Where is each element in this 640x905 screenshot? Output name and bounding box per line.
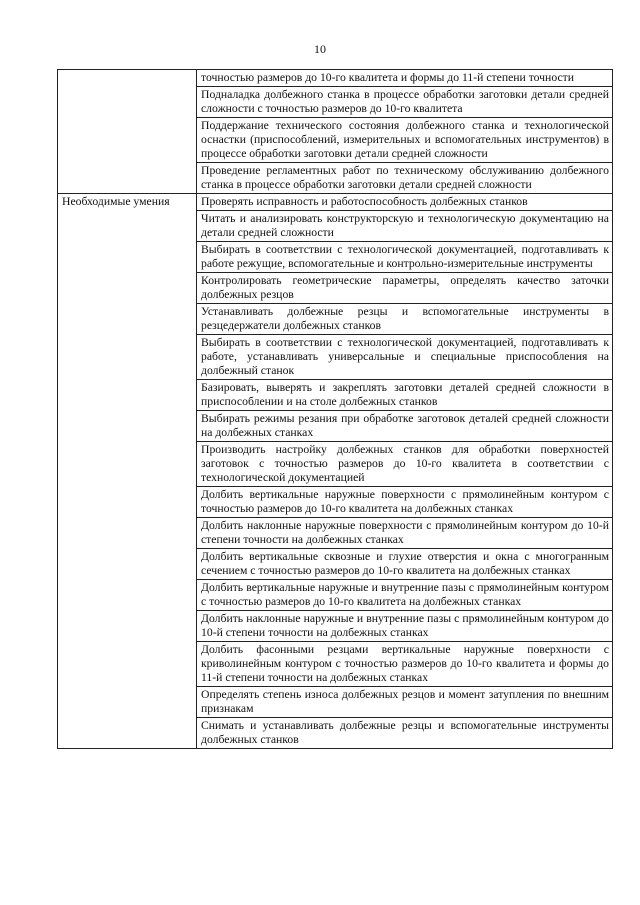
requirement-text: Долбить вертикальные наружные поверхности с прямолинейным контуром с точностью размеров до 10-го квалитета на долбежных станках	[197, 487, 613, 518]
table-row	[58, 70, 613, 87]
requirement-text: Долбить фасонными резцами вертикальные наружные поверхности с криволинейным контуром с точностью размеров до 10-го квалитета и формы до 11-й степени точности на долбежных станках	[197, 642, 613, 687]
requirement-text: точностью размеров до 10-го квалитета и формы до 11-й степени точности	[197, 70, 613, 87]
requirement-text: Производить настройку долбежных станков для обработки поверхностей заготовок с точностью размеров до 10-го квалитета в соответствии с технологической документацией	[197, 442, 613, 487]
requirement-text: Долбить вертикальные наружные и внутренние пазы с прямолинейным контуром с точностью размеров до 10-го квалитета на долбежных станках	[197, 580, 613, 611]
requirement-text: Устанавливать долбежные резцы и вспомогательные инструменты в резцедержатели долбежных станков	[197, 304, 613, 335]
requirement-text: Проверять исправность и работоспособность долбежных станков	[197, 194, 613, 211]
competency-table	[57, 69, 613, 749]
requirement-text: Подналадка долбежного станка в процессе обработки заготовки детали средней сложности с точностью размеров до 10-го квалитета	[197, 87, 613, 118]
section-label: Необходимые умения	[58, 194, 197, 749]
requirement-text: Определять степень износа долбежных резцов и момент затупления по внешним признакам	[197, 687, 613, 718]
requirement-text: Проведение регламентных работ по техническому обслуживанию долбежного станка в процессе обработки заготовки детали средней сложности	[197, 163, 613, 194]
requirement-text: Выбирать режимы резания при обработке заготовок деталей средней сложности на долбежных станках	[197, 411, 613, 442]
requirement-text: Поддержание технического состояния долбежного станка и технологической оснастки (приспособлений, измерительных и вспомогательных инструментов) в процессе обработки заготовки детали средней сложности	[197, 118, 613, 163]
requirement-text: Долбить наклонные наружные поверхности с прямолинейным контуром до 10-й степени точности на долбежных станках	[197, 518, 613, 549]
requirement-text: Читать и анализировать конструкторскую и технологическую документацию на детали средней сложности	[197, 211, 613, 242]
requirement-text: Контролировать геометрические параметры, определять качество заточки долбежных резцов	[197, 273, 613, 304]
competency-table-body	[58, 70, 613, 749]
requirement-text: Выбирать в соответствии с технологической документацией, подготавливать к работе, устанавливать универсальные и специальные приспособления на долбежный станок	[197, 335, 613, 380]
requirement-text: Базировать, выверять и закреплять заготовки деталей средней сложности в приспособлении и на столе долбежных станков	[197, 380, 613, 411]
requirement-text: Выбирать в соответствии с технологической документацией, подготавливать к работе режущие, вспомогательные и контрольно-измерительные инструменты	[197, 242, 613, 273]
requirement-text: Долбить наклонные наружные и внутренние пазы с прямолинейным контуром до 10-й степени точности на долбежных станках	[197, 611, 613, 642]
page-number: 10	[314, 42, 326, 56]
table-row	[58, 194, 613, 211]
requirement-text: Снимать и устанавливать долбежные резцы и вспомогательные инструменты долбежных станков	[197, 718, 613, 749]
section-label	[58, 70, 197, 194]
requirement-text: Долбить вертикальные сквозные и глухие отверстия и окна с многогранным сечением с точностью размеров до 10-го квалитета на долбежных станках	[197, 549, 613, 580]
